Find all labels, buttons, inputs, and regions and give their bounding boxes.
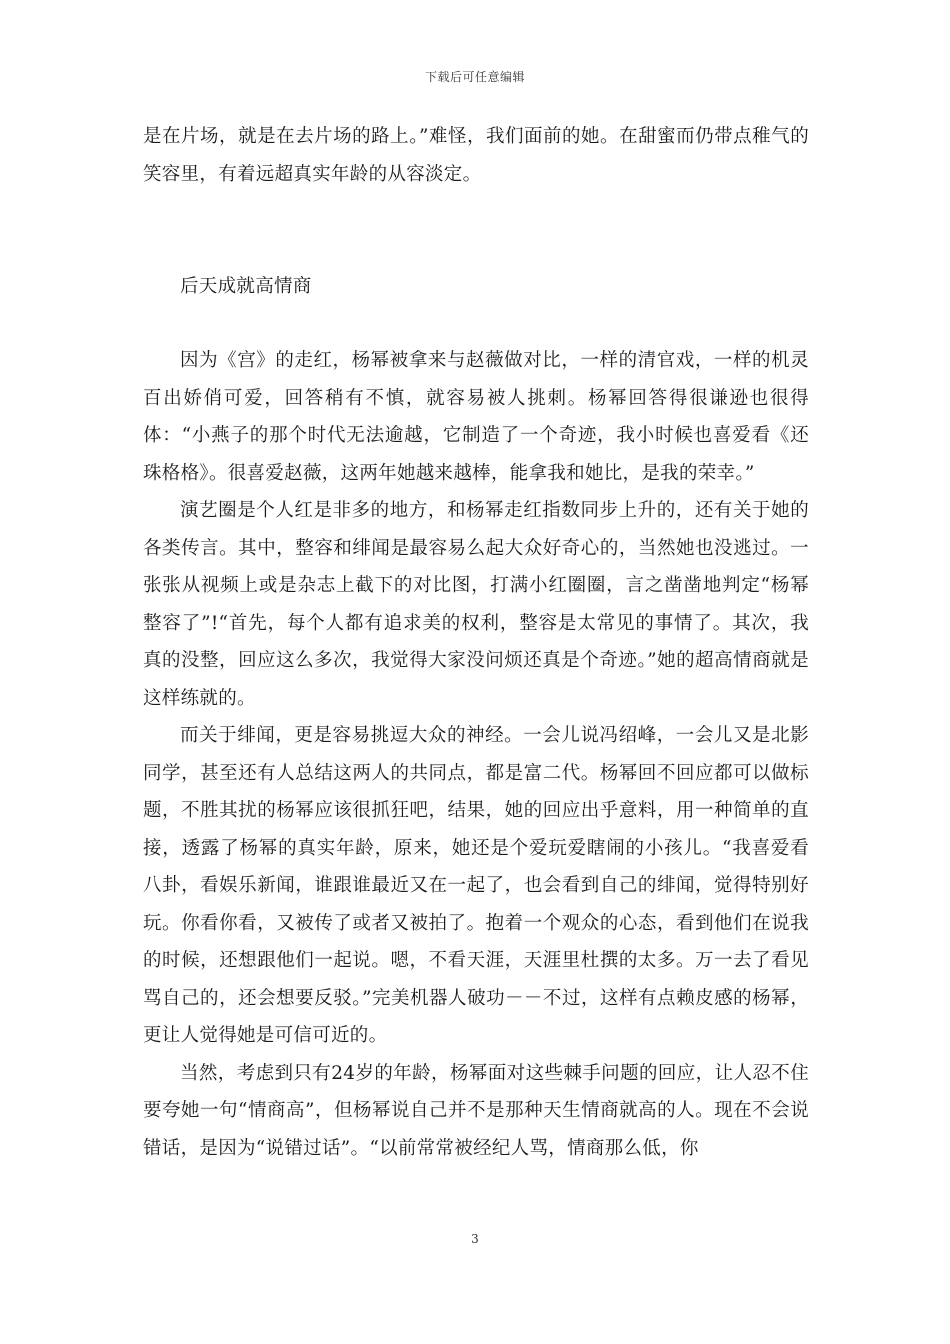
page-header: 下载后可任意编辑: [424, 70, 525, 84]
continued-paragraph: [143, 118, 809, 193]
main-text: [143, 342, 809, 1167]
paragraph: 当然，考虑到只有24岁的年龄，杨幂面对这些棘手问题的回应，让人忍不住要夸她一句“情商高”，但杨幂说自己并不是那种天生情商就高的人。现在不会说错话，是因为“说错过话”。“以前常常被经纪人骂，情商那么低，你: [143, 1062, 809, 1159]
paragraph: 而关于绯闻，更是容易挑逗大众的神经。一会儿说冯绍峰，一会儿又是北影同学，甚至还有人总结这两人的共同点，都是富二代。杨幂回不回应都可以做标题，不胜其扰的杨幂应该很抓狂吧，结果，她的回应出乎意料，用一种简单的直接，透露了杨幂的真实年龄，原来，她还是个爱玩爱瞎闹的小孩儿。“我喜爱看八卦，看娱乐新闻，谁跟谁最近又在一起了，也会看到自己的绯闻，觉得特别好玩。你看你看，又被传了或者又被拍了。抱着一个观众的心态，看到他们在说我的时候，还想跟他们一起说。嗯，不看天涯，天涯里杜撰的太多。万一去了看见骂自己的，还会想要反驳。”完美机器人破功－－不过，这样有点赖皮感的杨幂，更让人觉得她是可信可近的。: [143, 725, 809, 1046]
paragraph: 演艺圈是个人红是非多的地方，和杨幂走红指数同步上升的，还有关于她的各类传言。其中，整容和绯闻是最容易么起大众好奇心的，当然她也没逃过。一张张从视频上或是杂志上截下的对比图，打满小红圈圈，言之凿凿地判定“杨幂整容了”!“首先，每个人都有追求美的权利，整容是太常见的事情了。其次，我真的没整，回应这么多次，我觉得大家没问烦还真是个奇迹。”她的超高情商就是这样练就的。: [143, 500, 809, 709]
section-heading: 后天成就高情商: [180, 276, 312, 297]
paragraph: 是在片场，就是在去片场的路上。”难怪，我们面前的她。在甜蜜而仍带点稚气的笑容里，有着远超真实年龄的从容淡定。: [143, 126, 809, 185]
page-number: 3: [471, 1232, 479, 1246]
paragraph: 因为《宫》的走红，杨幂被拿来与赵薇做对比，一样的清官戏，一样的机灵百出娇俏可爱，回答稍有不慎，就容易被人挑刺。杨幂回答得很谦逊也很得体：“小燕子的那个时代无法逾越，它制造了一个奇迹，我小时候也喜爱看《还珠格格》。很喜爱赵薇，这两年她越来越棒，能拿我和她比，是我的荣幸。”: [143, 350, 809, 484]
